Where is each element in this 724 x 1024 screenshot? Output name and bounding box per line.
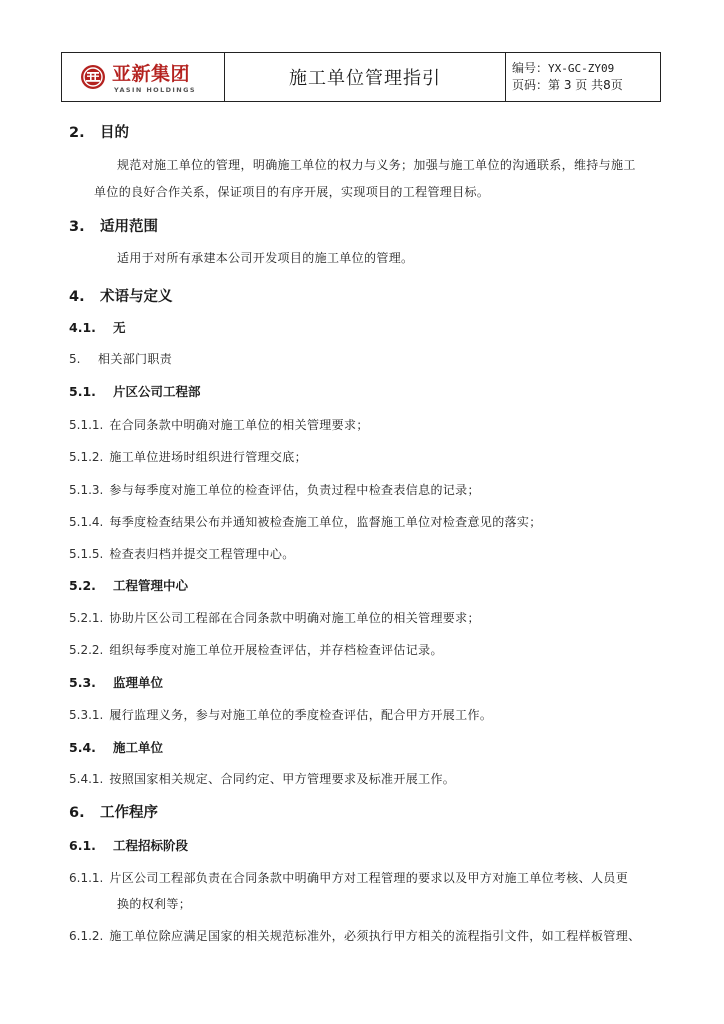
subsection-heading xyxy=(69,673,163,691)
section-number: 5. xyxy=(69,352,81,366)
subsection-number: 4.1. xyxy=(69,320,96,335)
code-value: YX-GC-ZY09 xyxy=(548,62,615,75)
section-title: 术语与定义 xyxy=(100,289,173,305)
list-item xyxy=(69,545,295,562)
item-text: 检查表归档并提交工程管理中心。 xyxy=(109,547,295,561)
section-heading xyxy=(69,801,158,822)
list-item xyxy=(69,481,480,498)
item-text: 在合同条款中明确对施工单位的相关管理要求； xyxy=(109,418,369,432)
subsection-heading xyxy=(69,318,126,336)
subsection-title: 工程招标阶段 xyxy=(113,838,189,853)
item-number: 5.1.1. xyxy=(69,418,104,432)
item-number: 5.1.2. xyxy=(69,450,104,464)
list-item xyxy=(69,770,455,787)
item-text: 按照国家相关规定、合同约定、甲方管理要求及标准开展工作。 xyxy=(109,772,456,786)
item-number: 5.2.2. xyxy=(69,643,104,657)
subsection-title: 施工单位 xyxy=(113,740,164,755)
logo-english-name: YASIN HOLDINGS xyxy=(114,86,196,94)
subsection-heading xyxy=(69,576,188,594)
subsection-number: 6.1. xyxy=(69,838,96,853)
subsection-number: 5.3. xyxy=(69,675,96,690)
section-title: 目的 xyxy=(100,125,129,141)
item-text: 组织每季度对施工单位开展检查评估，并存档检查评估记录。 xyxy=(109,643,443,657)
subsection-title: 工程管理中心 xyxy=(113,578,189,593)
item-number: 5.1.3. xyxy=(69,483,104,497)
section-number: 3. xyxy=(69,219,85,235)
subsection-heading xyxy=(69,738,163,756)
paragraph-line: 适用于对所有承建本公司开发项目的施工单位的管理。 xyxy=(117,251,414,265)
item-number: 5.1.4. xyxy=(69,515,104,529)
item-number: 5.1.5. xyxy=(69,547,104,561)
item-text: 施工单位进场时组织进行管理交底； xyxy=(109,450,307,464)
list-item xyxy=(69,513,542,530)
list-item xyxy=(69,869,628,886)
item-number: 5.3.1. xyxy=(69,708,104,722)
item-text: 施工单位除应满足国家的相关规范标准外，必须执行甲方相关的流程指引文件，如工程样板管理、 xyxy=(109,929,641,943)
item-text: 片区公司工程部负责在合同条款中明确甲方对工程管理的要求以及甲方对施工单位考核、人员更 xyxy=(109,871,629,885)
item-text: 协助片区公司工程部在合同条款中明确对施工单位的相关管理要求； xyxy=(109,611,480,625)
item-number: 6.1.1. xyxy=(69,871,104,885)
title-cell xyxy=(225,53,506,101)
subsection-heading xyxy=(69,382,201,400)
yasin-logo-icon xyxy=(80,64,106,90)
subsection-heading xyxy=(69,836,188,854)
document-title: 施工单位管理指引 xyxy=(289,68,441,89)
list-item xyxy=(69,927,640,944)
meta-cell xyxy=(506,53,660,101)
document-header xyxy=(61,52,661,102)
code-label: 编号： xyxy=(512,61,549,75)
paragraph-line: 单位的良好合作关系，保证项目的有序开展，实现项目的工程管理目标。 xyxy=(94,185,490,199)
item-number: 6.1.2. xyxy=(69,929,104,943)
subsection-title: 片区公司工程部 xyxy=(113,384,201,399)
page-label: 页码： xyxy=(512,78,549,92)
document-code xyxy=(512,60,660,77)
subsection-number: 5.4. xyxy=(69,740,96,755)
section-title: 适用范围 xyxy=(100,219,158,235)
section-heading xyxy=(69,215,158,236)
section-heading xyxy=(69,121,129,142)
page-value: 第 3 页 共8页 xyxy=(548,78,623,92)
section-heading-plain xyxy=(69,350,172,367)
list-item-continuation: 换的权利等； xyxy=(117,897,192,911)
section-title: 工作程序 xyxy=(100,805,158,821)
item-text: 每季度检查结果公布并通知被检查施工单位，监督施工单位对检查意见的落实； xyxy=(109,515,542,529)
list-item xyxy=(69,706,492,723)
section-number: 2. xyxy=(69,125,85,141)
logo-cell xyxy=(62,53,225,101)
list-item xyxy=(69,641,443,658)
section-heading xyxy=(69,285,173,306)
subsection-number: 5.2. xyxy=(69,578,96,593)
subsection-number: 5.1. xyxy=(69,384,96,399)
section-title: 相关部门职责 xyxy=(98,352,173,366)
list-item xyxy=(69,448,307,465)
item-number: 5.4.1. xyxy=(69,772,104,786)
paragraph-line: 规范对施工单位的管理，明确施工单位的权力与义务；加强与施工单位的沟通联系，维持与施工 xyxy=(117,158,636,172)
list-item xyxy=(69,416,369,433)
subsection-title: 监理单位 xyxy=(113,675,164,690)
section-number: 6. xyxy=(69,805,85,821)
subsection-title: 无 xyxy=(113,320,126,335)
item-text: 履行监理义务，参与对施工单位的季度检查评估，配合甲方开展工作。 xyxy=(109,708,493,722)
page-number xyxy=(512,77,660,93)
list-item xyxy=(69,609,480,626)
item-number: 5.2.1. xyxy=(69,611,104,625)
item-text: 参与每季度对施工单位的检查评估，负责过程中检查表信息的记录； xyxy=(109,483,480,497)
logo-chinese-name: 亚新集团 xyxy=(112,63,191,85)
section-number: 4. xyxy=(69,289,85,305)
